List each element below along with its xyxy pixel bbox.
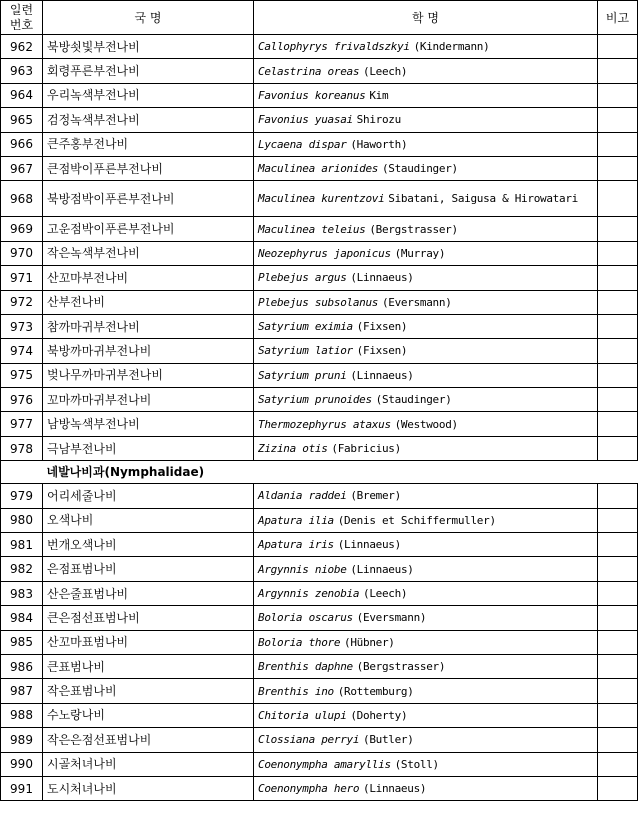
korean-name: 큰은점선표범나비 xyxy=(43,606,254,630)
scientific-name-cell xyxy=(254,703,598,727)
note-cell xyxy=(598,290,638,314)
table-row xyxy=(1,108,638,132)
serial-number: 975 xyxy=(1,363,43,387)
scientific-name: Celastrina oreas xyxy=(258,64,360,78)
scientific-name-cell xyxy=(254,132,598,156)
serial-number: 979 xyxy=(1,484,43,508)
scientific-name: Satyrium pruni xyxy=(258,368,347,382)
note-cell xyxy=(598,557,638,581)
note-cell xyxy=(598,630,638,654)
table-row xyxy=(1,484,638,508)
serial-number: 962 xyxy=(1,35,43,59)
korean-name: 북방까마귀부전나비 xyxy=(43,339,254,363)
table-row xyxy=(1,290,638,314)
scientific-name: Argynnis zenobia xyxy=(258,587,360,600)
korean-name: 어리세줄나비 xyxy=(43,484,254,508)
serial-number: 967 xyxy=(1,156,43,180)
korean-name: 시골처녀나비 xyxy=(43,752,254,776)
table-row xyxy=(1,654,638,678)
table-row xyxy=(1,508,638,532)
serial-number: 980 xyxy=(1,508,43,532)
serial-number: 986 xyxy=(1,654,43,678)
korean-name: 오색나비 xyxy=(43,508,254,532)
serial-number: 973 xyxy=(1,314,43,338)
scientific-name-cell xyxy=(254,290,598,314)
korean-name: 도시처녀나비 xyxy=(43,776,254,800)
note-cell xyxy=(598,132,638,156)
serial-number: 966 xyxy=(1,132,43,156)
author-citation: (Westwood) xyxy=(394,417,458,431)
scientific-name: Aldania raddei xyxy=(258,489,347,503)
note-cell xyxy=(598,266,638,290)
korean-name: 남방녹색부전나비 xyxy=(43,412,254,436)
author-citation: Kim xyxy=(369,88,389,102)
scientific-name: Zizina otis xyxy=(258,442,328,456)
table-row xyxy=(1,630,638,654)
note-cell xyxy=(598,728,638,752)
serial-number: 991 xyxy=(1,776,43,800)
author-citation: (Fabricius) xyxy=(331,442,401,456)
scientific-name: Neozephyrus japonicus xyxy=(258,246,391,260)
table-row xyxy=(1,436,638,460)
korean-name: 우리녹색부전나비 xyxy=(43,83,254,107)
scientific-name-cell xyxy=(254,59,598,83)
scientific-name: Clossiana perryi xyxy=(258,733,360,747)
author-citation: (Doherty) xyxy=(350,708,408,722)
author-citation: (Bergstrasser) xyxy=(356,660,446,674)
serial-number: 985 xyxy=(1,630,43,654)
serial-number: 981 xyxy=(1,533,43,557)
serial-number: 990 xyxy=(1,752,43,776)
header-serial-number-line1: 일련 xyxy=(9,2,34,17)
header-serial-number xyxy=(1,1,43,35)
author-citation: (Linnaeus) xyxy=(337,538,401,552)
korean-name: 고운점박이푸른부전나비 xyxy=(43,217,254,241)
scientific-name: Favonius koreanus xyxy=(258,88,366,102)
scientific-name: Lycaena dispar xyxy=(258,137,347,151)
scientific-name: Coenonympha hero xyxy=(258,782,360,796)
scientific-name: Brenthis ino xyxy=(258,684,334,698)
family-section xyxy=(1,461,638,484)
note-cell xyxy=(598,654,638,678)
korean-name: 산부전나비 xyxy=(43,290,254,314)
author-citation: (Bremer) xyxy=(350,489,401,503)
author-citation: (Denis et Schiffermuller) xyxy=(337,513,496,527)
korean-name: 수노랑나비 xyxy=(43,703,254,727)
scientific-name-cell xyxy=(254,388,598,412)
scientific-name-cell xyxy=(254,412,598,436)
table-row xyxy=(1,363,638,387)
scientific-name: Plebejus subsolanus xyxy=(258,295,379,309)
table-row xyxy=(1,217,638,241)
author-citation: (Rottemburg) xyxy=(337,684,414,698)
korean-name: 산꼬마표범나비 xyxy=(43,630,254,654)
note-cell xyxy=(598,217,638,241)
serial-number: 977 xyxy=(1,412,43,436)
korean-name: 북방점박이푸른부전나비 xyxy=(43,181,254,217)
scientific-name-cell xyxy=(254,339,598,363)
author-citation: (Haworth) xyxy=(350,137,408,151)
scientific-name-cell xyxy=(254,728,598,752)
korean-name: 꼬마까마귀부전나비 xyxy=(43,388,254,412)
table-row xyxy=(1,606,638,630)
author-citation: (Linnaeus) xyxy=(350,368,414,382)
table-row xyxy=(1,314,638,338)
header-row xyxy=(1,1,638,35)
serial-number: 978 xyxy=(1,436,43,460)
scientific-name: Brenthis daphne xyxy=(258,660,353,674)
serial-number: 964 xyxy=(1,83,43,107)
author-citation: Sibatani, Saigusa & Hirowatari xyxy=(388,192,578,206)
korean-name: 큰표범나비 xyxy=(43,654,254,678)
note-cell xyxy=(598,59,638,83)
author-citation: (Kindermann) xyxy=(413,40,490,54)
author-citation: (Leech) xyxy=(363,587,408,600)
korean-name: 산꼬마부전나비 xyxy=(43,266,254,290)
table-row xyxy=(1,181,638,217)
scientific-name-cell xyxy=(254,363,598,387)
korean-name: 번개오색나비 xyxy=(43,533,254,557)
table-row xyxy=(1,59,638,83)
scientific-name: Plebejus argus xyxy=(258,271,347,285)
note-cell xyxy=(598,412,638,436)
header-note: 비고 xyxy=(598,1,638,35)
note-cell xyxy=(598,679,638,703)
serial-number: 972 xyxy=(1,290,43,314)
note-cell xyxy=(598,363,638,387)
table-row xyxy=(1,533,638,557)
table-row xyxy=(1,728,638,752)
note-cell xyxy=(598,108,638,132)
serial-number: 983 xyxy=(1,581,43,605)
scientific-name-cell xyxy=(254,557,598,581)
scientific-name: Maculinea arionides xyxy=(258,162,379,176)
note-cell xyxy=(598,83,638,107)
table-row xyxy=(1,679,638,703)
note-cell xyxy=(598,388,638,412)
korean-name: 산은줄표범나비 xyxy=(43,581,254,605)
scientific-name: Satyrium prunoides xyxy=(258,393,372,407)
scientific-name: Callophyrys frivaldszkyi xyxy=(258,40,410,54)
scientific-name: Apatura iris xyxy=(258,538,334,552)
author-citation: (Bergstrasser) xyxy=(369,222,458,236)
author-citation: (Staudinger) xyxy=(375,393,452,407)
serial-number: 971 xyxy=(1,266,43,290)
serial-number: 984 xyxy=(1,606,43,630)
author-citation: (Fixsen) xyxy=(356,320,408,334)
author-citation: (Leech) xyxy=(363,64,408,78)
author-citation: (Linnaeus) xyxy=(363,782,427,796)
scientific-name-cell xyxy=(254,181,598,217)
scientific-name-cell xyxy=(254,83,598,107)
korean-name: 극남부전나비 xyxy=(43,436,254,460)
korean-name: 북방쇳빛부전나비 xyxy=(43,35,254,59)
table-body-lycaenidae xyxy=(1,35,638,461)
header-scientific-name: 학 명 xyxy=(254,1,598,35)
table-row xyxy=(1,156,638,180)
scientific-name-cell xyxy=(254,752,598,776)
scientific-name: Boloria thore xyxy=(258,635,341,649)
family-row xyxy=(1,461,638,484)
author-citation: Shirozu xyxy=(356,113,401,127)
korean-name: 큰주홍부전나비 xyxy=(43,132,254,156)
table-row xyxy=(1,752,638,776)
table-row xyxy=(1,266,638,290)
serial-number: 974 xyxy=(1,339,43,363)
author-citation: (Butler) xyxy=(363,733,414,747)
serial-number: 982 xyxy=(1,557,43,581)
note-cell xyxy=(598,752,638,776)
scientific-name-cell xyxy=(254,108,598,132)
scientific-name-cell xyxy=(254,630,598,654)
scientific-name-cell xyxy=(254,776,598,800)
scientific-name-cell xyxy=(254,436,598,460)
table-row xyxy=(1,35,638,59)
serial-number: 963 xyxy=(1,59,43,83)
korean-name: 작은녹색부전나비 xyxy=(43,241,254,265)
author-citation: (Fixsen) xyxy=(356,344,408,358)
scientific-name: Maculinea kurentzovi xyxy=(258,192,385,206)
serial-number: 988 xyxy=(1,703,43,727)
author-citation: (Staudinger) xyxy=(381,162,458,176)
header-serial-number-line2: 번호 xyxy=(9,17,34,32)
scientific-name: Coenonympha amaryllis xyxy=(258,757,391,771)
serial-number: 976 xyxy=(1,388,43,412)
table-body-nymphalidae xyxy=(1,484,638,801)
korean-name: 큰점박이푸른부전나비 xyxy=(43,156,254,180)
header-korean-name: 국 명 xyxy=(43,1,254,35)
scientific-name-cell xyxy=(254,654,598,678)
scientific-name: Thermozephyrus ataxus xyxy=(258,417,391,431)
note-cell xyxy=(598,339,638,363)
note-cell xyxy=(598,533,638,557)
table-row xyxy=(1,388,638,412)
family-serial-cell xyxy=(1,461,43,484)
scientific-name-cell xyxy=(254,35,598,59)
note-cell xyxy=(598,508,638,532)
scientific-name-cell xyxy=(254,508,598,532)
korean-name: 작은은점선표범나비 xyxy=(43,728,254,752)
scientific-name: Satyrium latior xyxy=(258,344,353,358)
scientific-name-cell xyxy=(254,217,598,241)
table-row xyxy=(1,581,638,605)
author-citation: (Stoll) xyxy=(394,757,439,771)
author-citation: (Linnaeus) xyxy=(350,562,414,576)
note-cell xyxy=(598,606,638,630)
korean-name: 검정녹색부전나비 xyxy=(43,108,254,132)
scientific-name-cell xyxy=(254,606,598,630)
scientific-name-cell xyxy=(254,533,598,557)
table-row xyxy=(1,412,638,436)
table-row xyxy=(1,241,638,265)
note-cell xyxy=(598,181,638,217)
note-cell xyxy=(598,436,638,460)
author-citation: (Eversmann) xyxy=(381,295,452,309)
note-cell xyxy=(598,703,638,727)
scientific-name: Boloria oscarus xyxy=(258,611,353,625)
note-cell xyxy=(598,484,638,508)
note-cell xyxy=(598,241,638,265)
serial-number: 969 xyxy=(1,217,43,241)
table-row xyxy=(1,83,638,107)
serial-number: 965 xyxy=(1,108,43,132)
table-row xyxy=(1,703,638,727)
serial-number: 968 xyxy=(1,181,43,217)
note-cell xyxy=(598,156,638,180)
scientific-name-cell xyxy=(254,241,598,265)
scientific-name: Argynnis niobe xyxy=(258,562,347,576)
table-row xyxy=(1,339,638,363)
korean-name: 작은표범나비 xyxy=(43,679,254,703)
note-cell xyxy=(598,776,638,800)
table-row xyxy=(1,132,638,156)
scientific-name-cell xyxy=(254,581,598,605)
note-cell xyxy=(598,314,638,338)
korean-name: 회령푸른부전나비 xyxy=(43,59,254,83)
table-row xyxy=(1,776,638,800)
serial-number: 970 xyxy=(1,241,43,265)
serial-number: 987 xyxy=(1,679,43,703)
table-row xyxy=(1,557,638,581)
serial-number: 989 xyxy=(1,728,43,752)
note-cell xyxy=(598,581,638,605)
scientific-name: Satyrium eximia xyxy=(258,320,353,334)
scientific-name: Apatura ilia xyxy=(258,513,334,527)
scientific-name: Maculinea teleius xyxy=(258,222,366,236)
korean-name: 벚나무까마귀부전나비 xyxy=(43,363,254,387)
scientific-name: Chitoria ulupi xyxy=(258,708,347,722)
scientific-name: Favonius yuasai xyxy=(258,113,353,127)
scientific-name-cell xyxy=(254,679,598,703)
note-cell xyxy=(598,35,638,59)
scientific-name-cell xyxy=(254,314,598,338)
author-citation: (Murray) xyxy=(394,246,446,260)
korean-name: 참까마귀부전나비 xyxy=(43,314,254,338)
scientific-name-cell xyxy=(254,484,598,508)
scientific-name-cell xyxy=(254,156,598,180)
author-citation: (Hübner) xyxy=(344,635,395,649)
author-citation: (Linnaeus) xyxy=(350,271,414,285)
author-citation: (Eversmann) xyxy=(356,611,427,625)
scientific-name-cell xyxy=(254,266,598,290)
korean-name: 은점표범나비 xyxy=(43,557,254,581)
family-name: 네발나비과(Nymphalidae) xyxy=(43,461,638,484)
